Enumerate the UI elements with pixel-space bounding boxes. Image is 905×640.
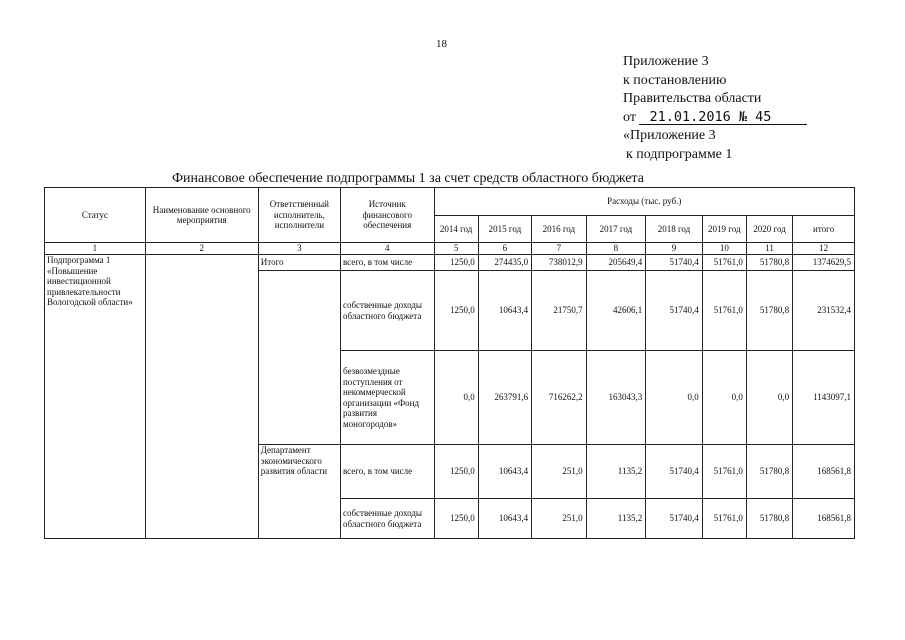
value-cell: 738012,9 (532, 255, 586, 271)
value-cell: 1250,0 (434, 445, 478, 499)
value-cell: 21750,7 (532, 271, 586, 351)
index-cell: 10 (702, 243, 746, 255)
value-cell: 0,0 (646, 351, 703, 445)
index-cell: 6 (478, 243, 531, 255)
header-expenses: Расходы (тыс. руб.) (434, 188, 855, 216)
value-cell: 51761,0 (702, 445, 746, 499)
executor-dept-cell: Департамент экономического развития области (258, 445, 340, 539)
source-cell: всего, в том числе (340, 445, 434, 499)
index-cell: 2 (145, 243, 258, 255)
value-cell: 1250,0 (434, 255, 478, 271)
appendix-order-line (623, 109, 807, 128)
appendix-line: к постановлению (623, 72, 727, 88)
appendix-line: к подпрограмме 1 (626, 146, 733, 162)
status-cell: Подпрограмма 1 «Повышение инвестиционной привлекательности Вологодской области» (45, 255, 146, 539)
value-cell: 0,0 (702, 351, 746, 445)
header-year: 2016 год (532, 216, 586, 243)
header-year: 2015 год (478, 216, 531, 243)
value-cell: 251,0 (532, 445, 586, 499)
appendix-line: Приложение 3 (623, 54, 709, 69)
executor-total-cell: Итого (258, 255, 340, 271)
value-cell: 0,0 (746, 351, 792, 445)
index-cell: 7 (532, 243, 586, 255)
index-cell: 9 (646, 243, 703, 255)
page-number: 18 (436, 38, 447, 50)
value-cell: 1135,2 (586, 445, 646, 499)
header-status: Статус (45, 188, 146, 243)
table-title: Финансовое обеспечение подпрограммы 1 за счет средств областного бюджета (172, 171, 644, 186)
header-source: Источник финансового обеспечения (340, 188, 434, 243)
order-number: 21.01.2016 № 45 (639, 110, 807, 125)
index-cell: 5 (434, 243, 478, 255)
value-cell: 10643,4 (478, 445, 531, 499)
value-cell: 163043,3 (586, 351, 646, 445)
value-cell: 51761,0 (702, 255, 746, 271)
value-cell: 205649,4 (586, 255, 646, 271)
value-cell: 51780,8 (746, 445, 792, 499)
header-year: 2019 год (702, 216, 746, 243)
header-year: 2017 год (586, 216, 646, 243)
value-cell: 168561,8 (793, 445, 855, 499)
value-cell: 51780,8 (746, 499, 792, 539)
table-row (45, 255, 855, 271)
value-cell: 51780,8 (746, 271, 792, 351)
index-cell: 12 (793, 243, 855, 255)
order-prefix: от (623, 109, 636, 125)
header-year: 2018 год (646, 216, 703, 243)
source-cell: всего, в том числе (340, 255, 434, 271)
index-cell: 11 (746, 243, 792, 255)
header-year: 2020 год (746, 216, 792, 243)
index-cell: 3 (258, 243, 340, 255)
value-cell: 168561,8 (793, 499, 855, 539)
value-cell: 51740,4 (646, 499, 703, 539)
value-cell: 231532,4 (793, 271, 855, 351)
value-cell: 51761,0 (702, 499, 746, 539)
value-cell: 1250,0 (434, 499, 478, 539)
financing-table (44, 187, 855, 539)
value-cell: 274435,0 (478, 255, 531, 271)
header-total: итого (793, 216, 855, 243)
header-executor: Ответственный исполнитель, исполнители (258, 188, 340, 243)
value-cell: 42606,1 (586, 271, 646, 351)
value-cell: 263791,6 (478, 351, 531, 445)
value-cell: 1250,0 (434, 271, 478, 351)
index-cell: 8 (586, 243, 646, 255)
value-cell: 51761,0 (702, 271, 746, 351)
value-cell: 51780,8 (746, 255, 792, 271)
appendix-block (623, 53, 807, 164)
value-cell: 51740,4 (646, 271, 703, 351)
value-cell: 51740,4 (646, 255, 703, 271)
header-measure: Наименование основного мероприятия (145, 188, 258, 243)
value-cell: 1374629,5 (793, 255, 855, 271)
measure-cell (145, 255, 258, 539)
value-cell: 716262,2 (532, 351, 586, 445)
value-cell: 1135,2 (586, 499, 646, 539)
value-cell: 0,0 (434, 351, 478, 445)
value-cell: 51740,4 (646, 445, 703, 499)
index-cell: 4 (340, 243, 434, 255)
appendix-line: «Приложение 3 (623, 128, 716, 143)
executor-empty-cell (258, 271, 340, 445)
index-cell: 1 (45, 243, 146, 255)
appendix-line: Правительства области (623, 91, 762, 106)
value-cell: 10643,4 (478, 499, 531, 539)
source-cell: собственные доходы областного бюджета (340, 499, 434, 539)
value-cell: 1143097,1 (793, 351, 855, 445)
header-year: 2014 год (434, 216, 478, 243)
value-cell: 10643,4 (478, 271, 531, 351)
index-row (45, 243, 855, 255)
source-cell: безвозмездные поступления от некоммерческой организации «Фонд развития моногородов» (340, 351, 434, 445)
value-cell: 251,0 (532, 499, 586, 539)
source-cell: собственные доходы областного бюджета (340, 271, 434, 351)
